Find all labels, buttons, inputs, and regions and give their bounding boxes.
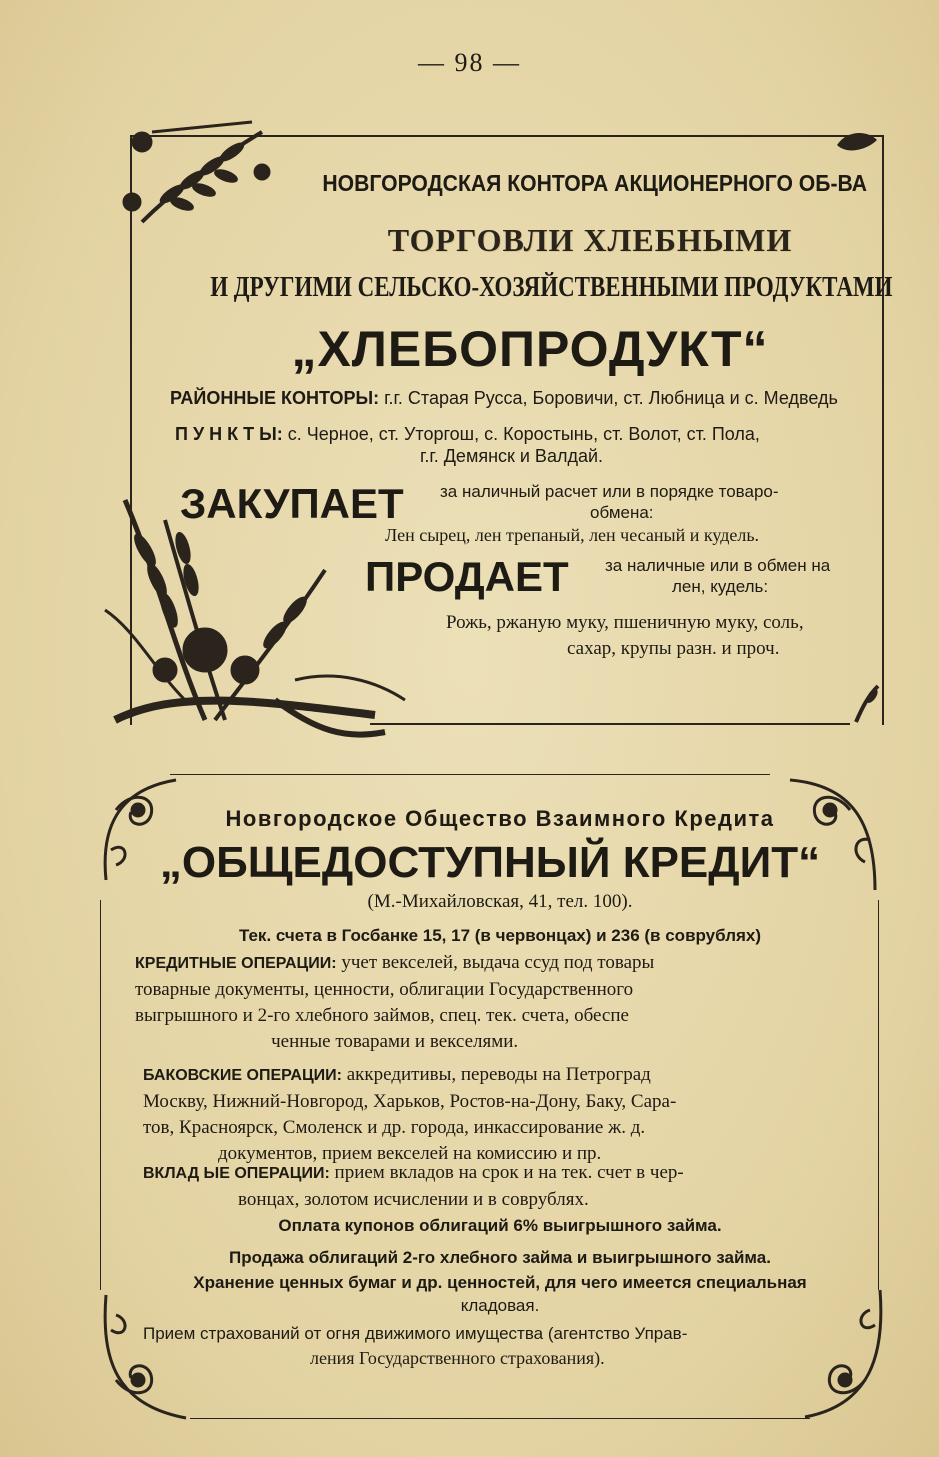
ad1-sells-condition2: лен, кудель: — [672, 577, 769, 596]
ad2-storage-line2: кладовая. — [460, 1296, 540, 1315]
ad2-brand-name: „ОБЩЕДОСТУПНЫЙ КРЕДИТ“ — [159, 838, 821, 887]
ad1-buys-condition2: обмена: — [590, 503, 654, 522]
ad1-district-offices — [170, 388, 838, 409]
ad1-buys-condition1: за наличный расчет или в порядке товаро- — [440, 482, 779, 501]
ad2-bank-operations — [143, 1062, 676, 1167]
ad1-sells-goods1: Рожь, ржаную муку, пшеничную муку, соль, — [446, 612, 804, 633]
ad2-top-rule — [170, 774, 770, 775]
ad1-heading-line1: НОВГОРОДСКАЯ КОНТОРА АКЦИОНЕРНОГО ОБ-ВА — [322, 170, 868, 196]
ad2-bank-label: БАКОВСКИЕ ОПЕРАЦИИ: — [143, 1067, 342, 1084]
ad1-brand-name: „ХЛЕБОПРОДУКТ“ — [291, 321, 769, 377]
ad1-bottom-rule — [370, 723, 850, 725]
ad2-coupons: Оплата купонов облигаций 6% выигрышного займа. — [278, 1216, 722, 1235]
ad1-heading-line3: И ДРУГИМИ СЕЛЬСКО-ХОЗЯЙСТВЕННЫМИ ПРОДУКТАМИ — [210, 272, 893, 303]
ad2-bank-line2: Москву, Нижний-Новгород, Харьков, Ростов-на-Дону, Баку, Сара- — [143, 1091, 677, 1112]
ad1-offices-label: РАЙОННЫЕ КОНТОРЫ: — [170, 388, 380, 408]
ad2-deposit-line2: вонцах, золотом исчислении и в соврублях. — [238, 1189, 589, 1210]
ad1-points-text: с. Черное, ст. Уторгош, с. Коростынь, ст. Волот, ст. Пола, — [282, 424, 760, 444]
ad2-storage-line1: Хранение ценных бумаг и др. ценностей, для чего имеется специальная — [193, 1273, 807, 1292]
wheat-sprig-ornament-icon — [112, 112, 282, 232]
ad2-deposit-operations — [143, 1160, 684, 1213]
ad2-insurance-line1: Прием страхований от огня движимого имущества (агентство Управ- — [143, 1324, 688, 1343]
ad1-offices-text: г.г. Старая Русса, Боровичи, ст. Любница и с. Медведь — [379, 388, 838, 408]
ad1-points-text2: г.г. Демянск и Валдай. — [420, 446, 604, 466]
page-number: — 98 — — [418, 48, 521, 77]
ad1-sells-heading: ПРОДАЕТ — [365, 553, 569, 600]
ad2-bank-line1: аккредитивы, переводы на Петроград — [342, 1064, 651, 1085]
ad2-bottom-rule — [190, 1418, 810, 1419]
ad2-credit-line4: ченные товарами и векселями. — [271, 1031, 519, 1052]
ad1-sells-condition1: за наличные или в обмен на — [605, 556, 831, 575]
ad2-left-rule — [100, 900, 101, 1290]
ad2-credit-label: КРЕДИТНЫЕ ОПЕРАЦИИ: — [135, 955, 337, 972]
ad1-points — [175, 424, 760, 445]
ad2-bank-line4: документов, прием векселей на комиссию и пр. — [217, 1143, 602, 1164]
ad1-sells-goods2: сахар, крупы разн. и проч. — [567, 638, 780, 659]
ad2-deposit-label: ВКЛАД ЫЕ ОПЕРАЦИИ: — [143, 1165, 330, 1182]
ad1-buys-heading: ЗАКУПАЕТ — [180, 480, 404, 527]
leaf-ornament-icon — [832, 125, 882, 165]
ad2-address: (М.-Михайловская, 41, тел. 100). — [367, 891, 633, 912]
ad2-credit-operations — [135, 950, 654, 1055]
ad2-credit-line3: выгрышного и 2-го хлебного займов, спец. тек. счета, обеспе — [135, 1005, 629, 1026]
ad2-sale: Продажа облигаций 2-го хлебного займа и выигрышного займа. — [229, 1248, 771, 1267]
ad2-bank-line3: тов, Красноярск, Смоленск и др. города, инкассирование ж. д. — [143, 1117, 646, 1138]
ad1-buys-goods: Лен сырец, лен трепаный, лен чесаный и кудель. — [385, 525, 760, 545]
ad2-title: Новгородское Общество Взаимного Кредита — [225, 806, 775, 831]
ad2-credit-line2: товарные документы, ценности, облигации Государственного — [135, 979, 634, 1000]
ad2-accounts: Тек. счета в Госбанке 15, 17 (в червонцах) и 236 (в соврублях) — [238, 926, 762, 945]
quill-ornament-icon — [848, 682, 884, 728]
ad2-insurance-line2: ления Государственного страхования). — [310, 1348, 605, 1368]
ad2-credit-line1: учет векселей, выдача ссуд под товары — [336, 952, 655, 973]
ad1-heading-line2: ТОРГОВЛИ ХЛЕБНЫМИ — [387, 222, 793, 258]
ad1-points-label: П У Н К Т Ы: — [175, 424, 283, 444]
ad2-deposit-line1: прием вкладов на срок и на тек. счет в чер- — [329, 1162, 684, 1183]
